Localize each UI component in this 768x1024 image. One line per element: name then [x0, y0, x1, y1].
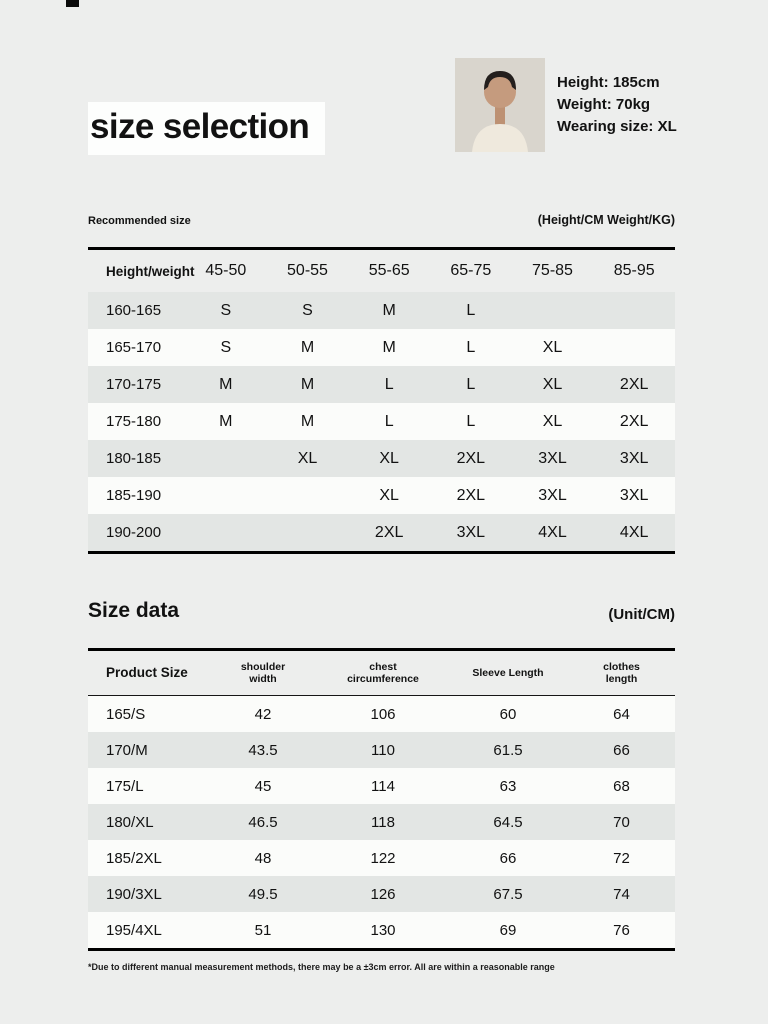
model-height: Height: 185cm: [557, 74, 660, 91]
recommended-size-table: [88, 247, 675, 554]
size-cell: S: [302, 301, 313, 319]
column-header-45-50: 45-50: [205, 262, 247, 279]
column-header-product-size: Product Size: [106, 665, 188, 680]
size-cell: S: [220, 338, 232, 356]
row-label: 180/XL: [106, 813, 154, 831]
row-label: 190/3XL: [106, 885, 162, 903]
size-cell: 2XL: [619, 375, 649, 393]
table-row: [88, 403, 675, 440]
row-label: 160-165: [106, 302, 162, 319]
measure-cell: 130: [370, 921, 396, 939]
size-data-header-row: [88, 651, 675, 696]
measure-cell: 66: [613, 741, 630, 759]
size-cell: L: [384, 412, 394, 430]
table-row: [88, 440, 675, 477]
recommended-size-label: Recommended size: [88, 215, 191, 227]
size-cell: 2XL: [456, 486, 486, 504]
size-data-header: [88, 599, 675, 623]
measure-cell: 66: [499, 849, 517, 867]
table-row: [88, 732, 675, 768]
size-cell: L: [466, 338, 476, 356]
column-header-chest-circumference: chest circumference: [347, 661, 419, 685]
row-label: 180-185: [106, 450, 162, 467]
row-label: 165-170: [106, 339, 162, 356]
measure-cell: 126: [370, 885, 396, 903]
size-cell: 3XL: [619, 486, 649, 504]
size-cell: XL: [297, 449, 318, 467]
measure-cell: 118: [371, 813, 395, 831]
size-data-table: [88, 648, 675, 951]
size-cell: L: [466, 412, 476, 430]
size-cell: 4XL: [538, 523, 567, 541]
measure-cell: 122: [370, 849, 396, 867]
model-photo-image: [455, 58, 545, 152]
recommended-size-header: [88, 213, 675, 227]
size-cell: XL: [542, 412, 563, 430]
measure-cell: 61.5: [493, 741, 523, 759]
model-weight: Weight: 70kg: [557, 96, 651, 113]
size-cell: 2XL: [619, 412, 649, 430]
size-cell: 3XL: [538, 449, 567, 467]
size-cell: M: [382, 301, 396, 319]
page-title: [88, 102, 325, 155]
crop-artifact: [66, 0, 79, 7]
measure-cell: 106: [370, 705, 396, 723]
column-header-clothes-length: clothes length: [603, 661, 640, 685]
measure-cell: 49.5: [248, 885, 278, 903]
table-row: [88, 804, 675, 840]
column-header-50-55: 50-55: [287, 262, 328, 279]
size-cell: M: [300, 375, 315, 393]
measure-cell: 114: [371, 777, 395, 795]
model-info-block: [455, 58, 677, 152]
row-label: 190-200: [106, 524, 162, 541]
size-cell: M: [382, 338, 396, 356]
measure-cell: 43.5: [248, 741, 278, 759]
column-header-85-95: 85-95: [613, 262, 655, 279]
measure-cell: 110: [371, 741, 395, 759]
size-cell: 3XL: [456, 523, 486, 541]
row-label: 185/2XL: [106, 849, 162, 867]
measure-cell: 64: [613, 705, 630, 723]
table-row: [88, 329, 675, 366]
measure-cell: 63: [499, 777, 517, 795]
measure-cell: 51: [254, 921, 272, 939]
row-label: 175/L: [106, 777, 144, 795]
size-cell: 4XL: [619, 523, 649, 541]
size-cell: M: [219, 375, 233, 393]
measure-cell: 42: [254, 705, 272, 723]
measure-cell: 72: [613, 849, 630, 867]
size-cell: M: [219, 412, 233, 430]
size-cell: 3XL: [619, 449, 649, 467]
size-cell: XL: [379, 449, 399, 467]
size-cell: L: [384, 375, 394, 393]
table-row: [88, 912, 675, 948]
size-cell: XL: [542, 338, 563, 356]
row-label: 185-190: [106, 487, 162, 504]
measure-cell: 60: [499, 705, 517, 723]
table-row: [88, 477, 675, 514]
recommended-unit-note: (Height/CM Weight/KG): [537, 213, 675, 227]
model-wearing-size: Wearing size: XL: [557, 118, 677, 135]
measure-cell: 46.5: [248, 813, 278, 831]
row-label: 170/M: [106, 741, 148, 759]
row-label: 165/S: [106, 705, 146, 723]
size-data-unit-note: (Unit/CM): [608, 606, 675, 623]
table-row: [88, 876, 675, 912]
size-cell: M: [300, 412, 315, 430]
column-header-shoulder-width: shoulder width: [240, 661, 286, 685]
column-header-sleeve-length: Sleeve Length: [472, 667, 544, 679]
column-header-55-65: 55-65: [368, 262, 410, 279]
table-row: [88, 514, 675, 551]
measure-cell: 48: [254, 849, 272, 867]
size-cell: 3XL: [538, 486, 567, 504]
row-label: 170-175: [106, 376, 162, 393]
measurement-disclaimer: *Due to different manual measurement methods, there may be a ±3cm error. All are within a reasonable range: [88, 962, 555, 972]
column-header-65-75: 65-75: [450, 262, 492, 279]
measure-cell: 67.5: [493, 885, 523, 903]
table-row: [88, 366, 675, 403]
size-cell: L: [466, 301, 476, 319]
column-header-75-85: 75-85: [532, 262, 573, 279]
size-cell: 2XL: [456, 449, 486, 467]
size-data-label: Size data: [88, 599, 180, 622]
size-cell: XL: [542, 375, 563, 393]
size-cell: L: [466, 375, 476, 393]
model-stats: [557, 72, 677, 138]
measure-cell: 69: [499, 921, 517, 939]
model-photo: [455, 58, 545, 152]
size-cell: XL: [379, 486, 399, 504]
row-label: 175-180: [106, 413, 162, 430]
table-row: [88, 292, 675, 329]
size-cell: S: [220, 301, 232, 319]
measure-cell: 68: [613, 777, 630, 795]
page-title-text: size selection: [88, 102, 325, 155]
measure-cell: 76: [613, 921, 630, 939]
recommended-table-header-row: [88, 250, 675, 292]
size-cell: 2XL: [374, 523, 404, 541]
column-header-height-weight: Height/weight: [106, 263, 195, 279]
measure-cell: 45: [254, 777, 272, 795]
table-row: [88, 768, 675, 804]
size-cell: M: [300, 338, 315, 356]
measure-cell: 70: [613, 813, 630, 831]
measure-cell: 74: [613, 885, 630, 903]
measure-cell: 64.5: [493, 813, 523, 831]
table-row: [88, 840, 675, 876]
row-label: 195/4XL: [106, 921, 162, 939]
table-row: [88, 696, 675, 732]
